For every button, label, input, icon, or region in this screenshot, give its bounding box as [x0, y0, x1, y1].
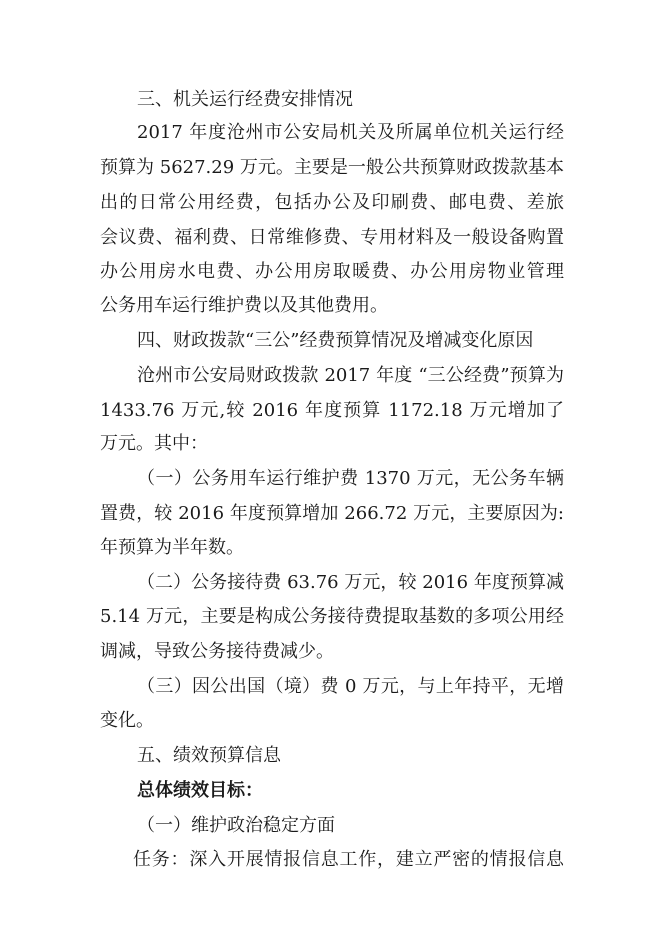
paragraph-line: 变化。 [100, 710, 154, 731]
paragraph-line: 公务用车运行维护费以及其他费用。 [100, 295, 388, 316]
paragraph-line: 出的日常公用经费，包括办公及印刷费、邮电费、差旅 [100, 192, 564, 213]
paragraph-line: （二）公务接待费 63.76 万元，较 2016 年度预算减 [137, 572, 564, 593]
paragraph-line: （一）公务用车运行维护费 1370 万元，无公务车辆 [137, 468, 564, 489]
paragraph-line: 沧州市公安局财政拨款 2017 年度 “三公经费”预算为 [137, 365, 564, 386]
section-heading-3: 三、机关运行经费安排情况 [137, 89, 353, 110]
paragraph-line: 办公用房水电费、办公用房取暖费、办公用房物业管理 [100, 261, 564, 282]
paragraph-line: 调减，导致公务接待费减少。 [100, 641, 334, 662]
paragraph-line: 万元。其中： [100, 433, 208, 454]
section-heading-5: 五、绩效预算信息 [137, 745, 281, 766]
paragraph-line: 5.14 万元，主要是构成公务接待费提取基数的多项公用经 [100, 606, 564, 627]
section-heading-4: 四、财政拨款“三公”经费预算情况及增减变化原因 [137, 330, 534, 351]
paragraph-line: 1433.76 万元,较 2016 年度预算 1172.18 万元增加了 [100, 400, 564, 421]
paragraph-line: 任务：深入开展情报信息工作，建立严密的情报信息 [133, 849, 564, 870]
subheading-overall-goal: 总体绩效目标： [137, 780, 263, 801]
subheading-item-1: （一）维护政治稳定方面 [137, 815, 335, 836]
paragraph-line: 预算为 5627.29 万元。主要是一般公共预算财政拨款基本 [100, 157, 564, 178]
paragraph-line: 置费，较 2016 年度预算增加 266.72 万元，主要原因为: [100, 503, 564, 524]
paragraph-line: （三）因公出国（境）费 0 万元，与上年持平，无增 [137, 676, 564, 697]
paragraph-line: 2017 年度沧州市公安局机关及所属单位机关运行经 [137, 122, 564, 143]
paragraph-line: 会议费、福利费、日常维修费、专用材料及一般设备购置 [100, 227, 564, 248]
paragraph-line: 年预算为半年数。 [100, 537, 244, 558]
